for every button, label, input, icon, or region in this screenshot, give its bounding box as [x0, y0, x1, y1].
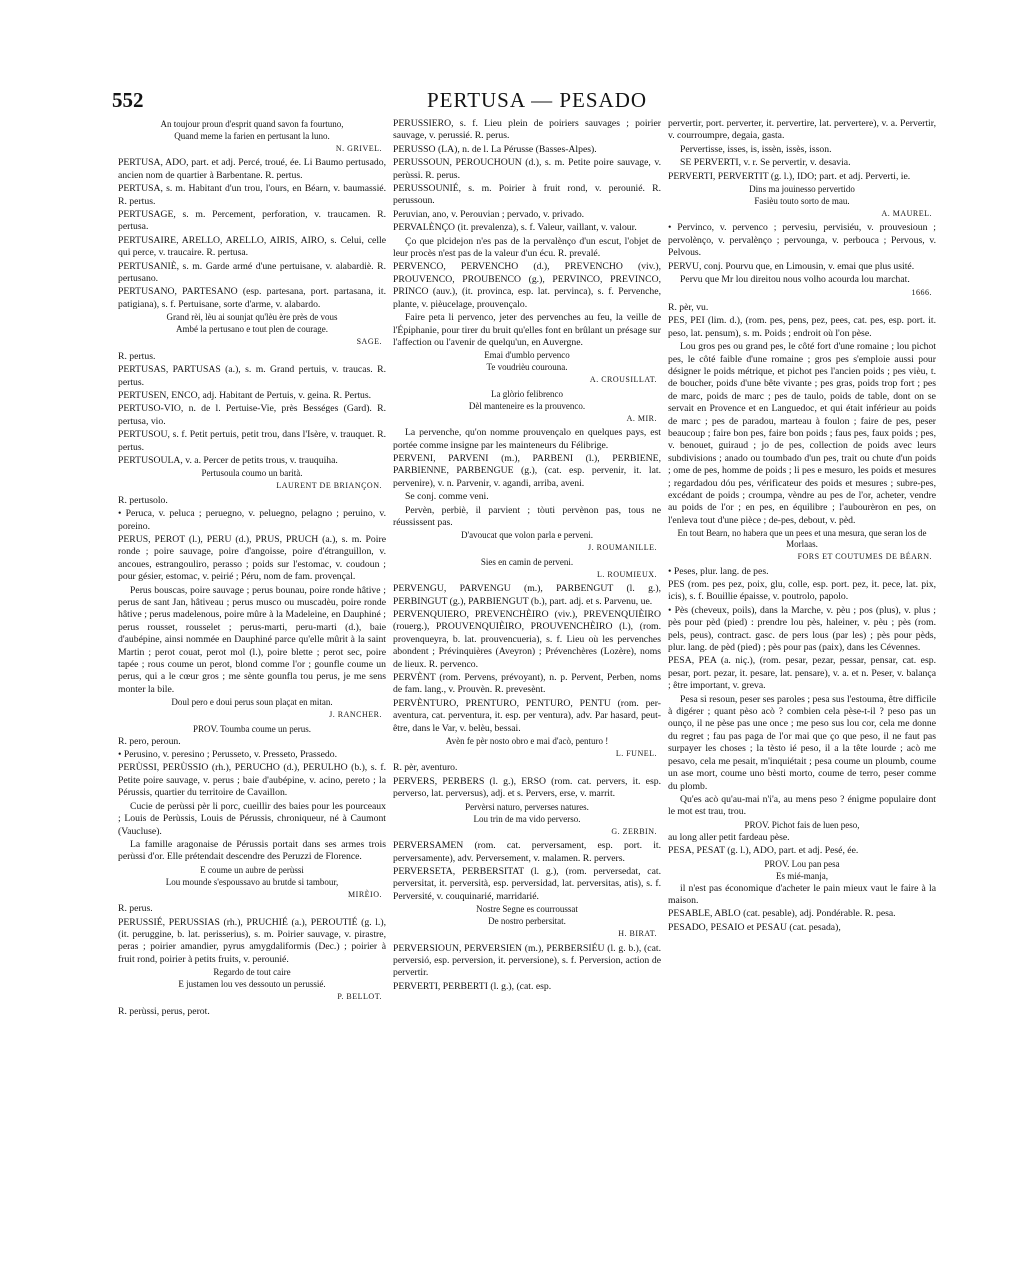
verse-quote: Dèl manteneire es la prouvenco. [468, 400, 586, 411]
verse-quote: Dins ma jouinesso pervertido [749, 184, 855, 195]
quote-author: A. CROUSILLAT. [589, 375, 657, 385]
dictionary-entry: PERVENI, PARVENI (m.), PARBENI (l.), PERBIENE, PARBIENNE, PARBENGUE (g.), (cat. esp. pervenir, it. lat. pervenire), v. n. Parvenir, v. agandi, arriba, aveni. [393, 452, 661, 489]
dictionary-entry: PERUSSIÉ, PERUSSIAS (rh.), PRUCHIÉ (a.), PEROUTIÉ (g. l.), (it. peruggine, b. lat. perisserius), s. m. Poirier sauvage, v. pirastre, peras ; poirier amandier, pyrus amygdaliformis (Dec.) ; poirier à fruit rond, poirier à petits fruits, v. perounié. [118, 916, 386, 965]
dictionary-entry: PERÙSSI, PERÙSSIO (rh.), PERUCHO (d.), PERULHO (b.), s. f. Petite poire sauvage, v. perus ; baie d'aubépine, v. acino, pereto ; la Pérussis, quartier du territoire de Cavaillon. [118, 762, 386, 799]
entry-paragraph: Lou gros pes ou grand pes, le côté fort d'une romaine ; lou pichot pes, le côté faible d'une romaine ; gros pes s'emploie aussi pour désigner le poids métrique, et pichot pes l'ancien poids ; pes vièu, t. de boucher, poids d'une bête vivante ; pes gras, poids trop fort ; pes de marc, poids de marc ; pes de taulo, poids de table, dont on se servait en Provence et en Languedoc, et qui était inférieur au poids de marc ; pes de paradou, marteau à foulon ; faire de pes, peser beaucoup ; faire bon pes, faire bon poids ; faus pes, faux poids ; pes, v. benouet, guiraud ; jo de pes, collection de poids avec leurs subdivisions ; anado ou toumbado d'un pes, trait ou chute d'un poids ; ome de pes, homme de poids ; li pes e mesuro, les poids et mesures ; regardadou dóu pes, vérificateur des poids et mesures ; subre-pes, excédant de poids ; croumpa, vèndre au pes de l'or, acheter, vendre au poids de l'or ; en pes, en équilibre ; l'aubourèron en pes, on l'enleva tout d'une pièce ; de-pes, debout, v. pèd. [668, 341, 936, 526]
verse-quote: Emai d'umblo pervenco [484, 350, 570, 361]
quote-author: A. MIR. [626, 413, 657, 423]
running-title: PERTUSA — PESADO [426, 88, 648, 112]
verse-quote: Grand rèi, lèu ai sounjat qu'lèu ère près de vous [166, 312, 338, 323]
verse-quote: Regardo de tout caire [213, 967, 291, 978]
quote-author: N. GRIVEL. [335, 144, 382, 153]
quote-author: L. ROUMIEUX. [597, 569, 657, 579]
dictionary-entry: PERTUSANIÈ, s. m. Garde armé d'une pertuisane, v. alabardiè. R. pertusano. [118, 260, 386, 285]
dictionary-entry: • Perusino, v. peresino ; Perusseto, v. Presseto, Prassedo. [118, 749, 338, 761]
dictionary-entry: • Peses, plur. lang. de pes. [668, 565, 769, 577]
dictionary-entry: PERTUSA, s. m. Habitant d'un trou, l'ours, en Béarn, v. baumassié. R. pertus. [118, 183, 386, 207]
verse-quote: Sies en camin de perveni. [480, 556, 574, 567]
dictionary-entry: PERTUSAIRE, ARELLO, ARELLO, AIRIS, AIRO, s. Celui, celle qui perce, v. traucaire. R. pertusa. [118, 234, 386, 259]
dictionary-entry: PERVU, conj. Pourvu que, en Limousin, v. emai que plus usité. [668, 260, 915, 272]
verse-quote: Fasièu touto sorto de mau. [754, 196, 850, 207]
dictionary-entry: R. pertus. [118, 350, 156, 362]
verse-quote: Avèn fe pèr nosto obro e mai d'acò, penturo ! [445, 736, 609, 747]
verse-quote: Lou trin de ma vido perverso. [473, 813, 581, 824]
dictionary-entry: Peruvian, ano, v. Perouvian ; pervado, v. privado. [393, 208, 585, 220]
column-2 [393, 118, 661, 1196]
dictionary-entry: PERTUSOULA, v. a. Percer de petits trous, v. trauquiha. [118, 454, 338, 466]
quote-author: FORS ET COUTUMES DE BÉARN. [797, 552, 932, 562]
dictionary-entry: PERVENQUIERO, PREVENCHÈIRO (viv.), PREVENQUIÈIRO (rouerg.), PROUVENQUIÈIRO, PROUVENCHÈIRO (l.), (rom. provenqueyra, b. lat. prouvencueria), s. f. Lieu où les pervenches abondent ; Prévinquières (Aveyron) ; Prévenchères (Lozère), noms de lieux. R. pervenco. [393, 609, 661, 670]
dictionary-entry: PERTUSO-VIO, n. de l. Pertuise-Vie, près Bességes (Gard). R. pertusa, vio. [118, 403, 386, 427]
entry-paragraph: La pervenche, qu'on nomme prouvençalo en quelques pays, est portée comme insigne par les mainteneurs du Félibrige. [393, 427, 661, 451]
verse-quote: PROV. Lou pan pesa [764, 858, 840, 869]
page-number: 552 [112, 88, 144, 112]
entry-paragraph: il n'est pas économique d'acheter le pain mieux vaut le faire à la maison. [668, 882, 936, 906]
dictionary-entry: PERVERTI, PERVERTIT (g. l.), IDO; part. et adj. Perverti, ie. [668, 170, 911, 182]
verse-quote: La glòrio felibrenco [491, 388, 563, 399]
quote-author: 1666. [911, 288, 932, 298]
dictionary-entry: PERVERSIOUN, PERVERSIEN (m.), PERBERSIÉU (l. g. b.), (cat. perversió, esp. perversion, it. perversione), s. f. Perversion, action de pervertir. [393, 942, 661, 979]
dictionary-entry: PERVERSETA, PERBERSITAT (l. g.), (rom. perversedat, cat. perversitat, it. perversità, esp. perversidad, lat. perversitas, atis), s. f. Perversité, v. couquinarié, marridarié. [393, 865, 661, 902]
quote-author: J. ROUMANILLE. [588, 543, 657, 553]
entry-paragraph: Pervèn, perbiè, il parvient ; tòuti pervènon pas, tous ne réussissent pas. [393, 504, 661, 528]
dictionary-entry: PERVERTI, PERBERTI (l. g.), (cat. esp. [393, 980, 552, 992]
dictionary-entry: PESABLE, ABLO (cat. pesable), adj. Pondérable. R. pesa. [668, 908, 896, 920]
verse-quote: An toujour proun d'esprit quand savon fa fourtuno, [160, 119, 344, 129]
verse-quote: De nostro perbersitat. [488, 916, 566, 927]
dictionary-entry: PERTUSEN, ENCO, adj. Habitant de Pertuis, v. geina. R. Pertus. [118, 389, 372, 401]
column-1 [118, 118, 386, 1196]
verse-quote: Pervèrsi naturo, perverses natures. [465, 801, 589, 812]
entry-paragraph: Ço que plcidejon n'es pas de la pervalènço d'un escut, l'objet de leur procès n'est pas de la valeur d'un écu. R. prevalé. [393, 235, 661, 260]
quote-author: SAGE. [356, 337, 382, 347]
verse-quote: Doul pero e doui perus soun plaçat en mitan. [171, 697, 333, 708]
quote-author: P. BELLOT. [337, 992, 382, 1002]
entry-paragraph: Pesa si resoun, peser ses paroles ; pesa sus l'estouma, être difficile à digérer ; quant pèso acò ? combien cela pèse-t-il ? peso pas un ounço, il ne pèse pas une once ; me peso sus lou cor, cela me donne du regret ; fau pas paga de l'or mai que ço que peso, il ne faut pas surpayer les choses ; la tèsto ié peso, il a la tête lourde ; acò me pesavo, cela me pesait, m'inquiétait ; pesa coume un ploumb, coume un ase mort, coume uno bèsti morto, coume de terro, peser comme du plomb. [668, 693, 936, 792]
page-header [112, 88, 962, 116]
verse-quote: E justamen lou ves dessouto un perussié. [178, 979, 326, 990]
dictionary-entry: PESA, PESAT (g. l.), ADO, part. et adj. Pesé, ée. [668, 845, 859, 857]
verse-quote: Pertusoula coumo un barità. [201, 468, 303, 479]
dictionary-entry: pervertir, port. perverter, it. pervertire, lat. pervertere), v. a. Pervertir, v. courroumpre, degaia, gasta. [668, 118, 936, 142]
dictionary-entry: PERUS, PEROT (l.), PERU (d.), PRUS, PRUCH (a.), s. m. Poire ronde ; poire sauvage, poire d'angoisse, poire d'étranguillon, v. ancoues, estrangouliro, perasso ; poids sur l'estomac, v. coudoun ; pour gésier, estomac, v. peirié ; Péru, nom de fam. provençal. [118, 533, 386, 583]
dictionary-entry: R. pèr, vu. [668, 301, 709, 313]
verse-quote: PROV. Toumba coume un perus. [192, 723, 312, 734]
verse-quote: Quand meme la farien en pertusant la luno. [174, 131, 330, 141]
quote-author: A. MAUREL. [881, 209, 932, 219]
entry-paragraph: Se conj. comme veni. [405, 491, 489, 503]
entry-paragraph: Pervu que Mr lou direitou nous volho acourda lou marchat. [680, 274, 910, 286]
verse-quote: D'avoucat que volon parla e perveni. [460, 530, 594, 541]
dictionary-entry: au long aller petit fardeau pèse. [668, 831, 790, 843]
dictionary-entry: PESADO, PESAIO et PESAU (cat. pesada), [668, 921, 841, 933]
verse-quote: E coume un aubre de perùssi [200, 864, 304, 875]
verse-quote: Te voudrièu courouna. [486, 362, 568, 373]
dictionary-entry: • Pervinco, v. pervenco ; pervesiu, pervisiéu, v. prouvesioun ; pervolènço, v. pervalènço ; pervounga, v. perbouca ; Pervous, v. Pelvous. [668, 222, 936, 259]
verse-quote: Lou mounde s'espoussavo au brutde si tambour, [165, 876, 339, 887]
entry-paragraph: Qu'es acò qu'au-mai n'i'a, au mens peso ? énigme populaire dont le mot est trau, trou. [668, 793, 936, 818]
dictionary-entry: PES (rom. pes pez, poix, glu, colle, esp. port. pez, it. pece, lat. pix, icis), s. f. Bouillie épaisse, v. poutrolo, papolo. [668, 579, 936, 603]
quote-author: J. RANCHER. [329, 710, 382, 720]
dictionary-entry: PERTUSAS, PARTUSAS (a.), s. m. Grand pertuis, v. traucas. R. pertus. [118, 364, 386, 388]
verse-quote: En tout Bearn, no habera que un pees et una mesura, que seran los de Morlaas. [677, 528, 927, 550]
entry-paragraph: La famille aragonaise de Pérussis portait dans ses armes trois perùssi d'or. Elle prétendait descendre des Peruzzi de Florence. [118, 838, 386, 863]
quote-author: L. FUNEL. [615, 749, 657, 759]
entry-paragraph: Perus bouscas, poire sauvage ; perus bounau, poire ronde hâtive ; perus de sant Jan, hâtiveau ; perus musco ou muscadèu, poire ronde hâtive ; perus madelenous, poire mûre à la Madeleine, en Dauphiné ; perus rousset, rousselet ; perus-marti, peru-marti (d.), baie d'aubépine, ainsi nommée en Dauphiné parce qu'elle mûrit à la saint Martin ; perot couat, perot mol (l.), poire blette ; perot sec, poire tapée ; rous coume un perot, blond comme l'or ; gounfle coume un perus, qui a le cœur gros ; me sènte gounfla tou perus, je me sens monter la bile. [118, 584, 386, 695]
dictionary-entry: R. pero, peroun. [118, 735, 181, 747]
dictionary-entry: PERVÈNT (rom. Pervens, prévoyant), n. p. Pervent, Perben, noms de fam. lang., v. Prouvèn. R. prevesènt. [393, 672, 661, 696]
dictionary-entry: PERUSSOUNIÉ, s. m. Poirier à fruit rond, v. perounié. R. perussoun. [393, 183, 661, 207]
dictionary-entry: R. perùssi, perus, perot. [118, 1005, 210, 1017]
entry-paragraph: Faire peta li pervenco, jeter des pervenches au feu, la veille de l'Épiphanie, pour tirer du bruit qu'elles font en brûlant un présage sur l'affection ou l'avenir de quelqu'un, en Auvergne. [393, 312, 661, 348]
quote-author: MIRÈIO. [348, 889, 382, 899]
verse-quote: Es mié-manja, [776, 870, 828, 881]
dictionary-entry: PES, PEI (lim. d.), (rom. pes, pens, pez, pees, cat. pes, esp. port. it. peso, lat. pensum), s. m. Poids ; endroit où l'on pèse. [668, 315, 936, 339]
dictionary-entry: PERTUSAGE, s. m. Percement, perforation, v. traucamen. R. pertusa. [118, 209, 386, 233]
entry-paragraph: Cucie de perùssi pèr li porc, cueillir des baies pour les pourceaux ; Louis de Perùssis, Louis de Pérussis, chroniqueur, né à Caumont (Vaucluse). [118, 800, 386, 837]
dictionary-entry: • Pès (cheveux, poils), dans la Marche, v. pèu ; pos (plus), v. plus ; pès pour pèd (pied) : prendre lou pès, haleiner, v. pèu ; pès (rom. pels, peus), contract. gasc. de pers lous (par les) ; pès pour pèds, plur. lang. de pèd (pied) ; pès pour pas (paix), dans les Cévennes. [668, 604, 936, 654]
dictionary-entry: PERUSSO (LA), n. de l. La Pérusse (Basses-Alpes). [393, 143, 597, 155]
dictionary-entry: PERTUSOU, s. f. Petit pertuis, petit trou, dans l'Isère, v. trauquet. R. pertus. [118, 429, 386, 453]
dictionary-entry: PERVALÈNÇO (it. prevalenza), s. f. Valeur, vaillant, v. valour. [393, 222, 637, 234]
verse-quote: Nostre Segne es courroussat [476, 904, 578, 915]
quote-author: G. ZERBIN. [611, 826, 657, 836]
dictionary-entry: PERUSSOUN, PEROUCHOUN (d.), s. m. Petite poire sauvage, v. perùssi. R. perus. [393, 157, 661, 181]
dictionary-entry: PERVÈNTURO, PRENTURO, PENTURO, PENTU (rom. per-aventura, cat. perventura, it. esp. per ventura), adv. Par hasard, peut-être, dans le Var, v. belèu, bessai. [393, 697, 661, 734]
dictionary-entry: PERVERSAMEN (rom. cat. perversament, esp. port. it. perversamente), adv. Perversement, v. malamen. R. pervers. [393, 840, 661, 864]
entry-paragraph: Pervertisse, isses, is, issèn, issès, isson. [680, 143, 832, 155]
dictionary-entry: R. pèr, aventuro. [393, 762, 458, 774]
dictionary-entry: PERVERS, PERBERS (l. g.), ERSO (rom. cat. pervers, it. esp. perverso, lat. perversus), adj. et s. Pervers, erse, v. marrit. [393, 775, 661, 800]
dictionary-entry: R. perus. [118, 903, 153, 915]
dictionary-entry: • Peruca, v. peluca ; peruegno, v. peluegno, pelagno ; peruino, v. poreino. [118, 508, 386, 532]
verse-quote: Ambé la pertusano e tout plen de courage. [176, 324, 328, 335]
dictionary-entry: PERVENCO, PERVENCHO (d.), PREVENCHO (viv.), PROUVENCO, PROUBENCO (g.), PERVINCO, PREVINCO, PRINCO (auv.), (it. provinca, esp. lat. pervinca), s. f. Pervenche, plante, v. pièucelage, prouvençalo. [393, 261, 661, 310]
dictionary-entry: PERTUSA, ADO, part. et adj. Percé, troué, ée. Li Baumo pertusado, ancien nom de quartier à Barbentane. R. pertus. [118, 157, 386, 181]
entry-paragraph: SE PERVERTI, v. r. Se pervertir, v. desavia. [680, 157, 851, 169]
quote-author: LAURENT DE BRIANÇON. [276, 481, 382, 491]
dictionary-entry: PERVENGU, PARVENGU (m.), PARBENGUT (l. g.), PERBINGUT (g.), PARBIENGUT (b.), part. adj. et s. Parvenu, ue. [393, 583, 661, 607]
dictionary-entry: PERUSSIERO, s. f. Lieu plein de poiriers sauvages ; poirier sauvage, v. perussié. R. perus. [393, 118, 661, 142]
dictionary-entry: PESA, PEA (a. niç.), (rom. pesar, pezar, pessar, pensar, cat. esp. pesar, port. pezar, it. pesare, lat. pensare), v. a. et n. Peser, v. balança ; être important, v. greva. [668, 655, 936, 692]
column-3 [668, 118, 936, 1196]
dictionary-entry: PERTUSANO, PARTESANO (esp. partesana, port. partasana, it. patigiana), s. f. Pertuisane, sorte d'arme, v. alabardo. [118, 286, 386, 310]
verse-quote: PROV. Pichot fais de luen peso, [744, 819, 860, 830]
dictionary-entry: R. pertusolo. [118, 494, 168, 506]
quote-author: H. BIRAT. [618, 929, 657, 939]
